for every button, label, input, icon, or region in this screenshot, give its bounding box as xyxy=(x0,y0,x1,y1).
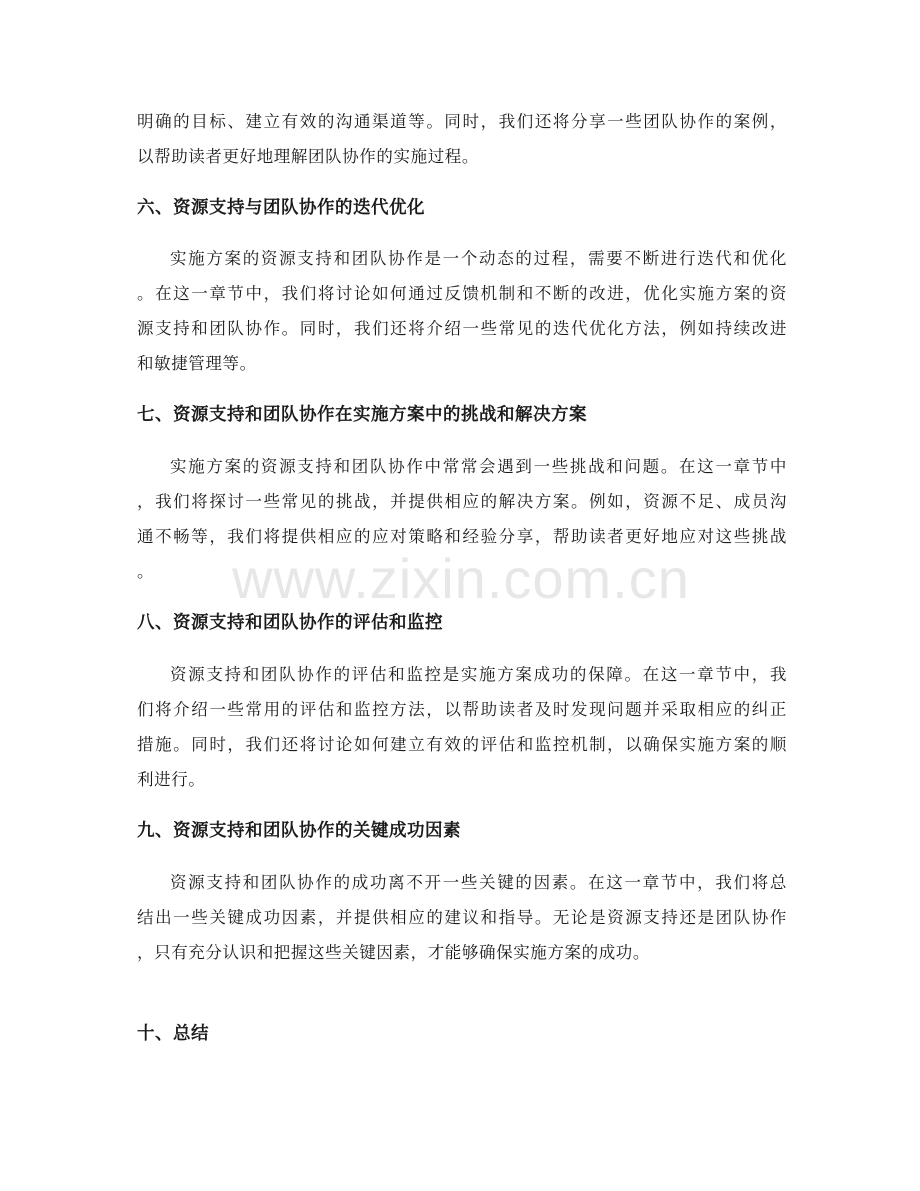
section-9-line-2: 结出一些关键成功因素，并提供相应的建议和指导。无论是资源支持还是团队协作 xyxy=(137,908,787,927)
intro-line-2: 以帮助读者更好地理解团队协作的实施过程。 xyxy=(137,147,479,166)
section-heading-7: 七、资源支持和团队协作在实施方案中的挑战和解决方案 xyxy=(137,405,587,425)
section-8-line-4: 利进行。 xyxy=(137,770,206,789)
section-heading-10: 十、总结 xyxy=(137,1024,209,1044)
section-heading-8: 八、资源支持和团队协作的评估和监控 xyxy=(137,613,443,633)
section-6-line-1: 实施方案的资源支持和团队协作是一个动态的过程，需要不断进行迭代和优化 xyxy=(170,249,787,268)
section-7-line-3: 通不畅等，我们将提供相应的应对策略和经验分享，帮助读者更好地应对这些挑战 xyxy=(137,527,787,546)
section-7-line-1: 实施方案的资源支持和团队协作中常常会遇到一些挑战和问题。在这一章节中 xyxy=(170,457,787,476)
section-9-line-3: ，只有充分认识和把握这些关键因素，才能够确保实施方案的成功。 xyxy=(137,943,650,962)
section-heading-9: 九、资源支持和团队协作的关键成功因素 xyxy=(137,821,461,841)
section-heading-6: 六、资源支持与团队协作的迭代优化 xyxy=(137,198,425,218)
section-6-line-3: 源支持和团队协作。同时，我们还将介绍一些常见的迭代优化方法，例如持续改进 xyxy=(137,319,787,338)
section-7-line-2: ，我们将探讨一些常见的挑战，并提供相应的解决方案。例如，资源不足、成员沟 xyxy=(137,492,787,511)
intro-line-1: 明确的目标、建立有效的沟通渠道等。同时，我们还将分享一些团队协作的案例， xyxy=(137,112,787,131)
section-7-line-4: 。 xyxy=(137,562,155,581)
section-9-line-1: 资源支持和团队协作的成功离不开一些关键的因素。在这一章节中，我们将总 xyxy=(170,873,787,892)
section-8-line-2: 们将介绍一些常用的评估和监控方法，以帮助读者及时发现问题并采取相应的纠正 xyxy=(137,700,787,719)
section-8-line-1: 资源支持和团队协作的评估和监控是实施方案成功的保障。在这一章节中，我 xyxy=(170,665,787,684)
section-6-line-4: 和敏捷管理等。 xyxy=(137,354,257,373)
watermark: www.zixin.com.cn xyxy=(232,547,690,610)
section-8-line-3: 措施。同时，我们还将讨论如何建立有效的评估和监控机制，以确保实施方案的顺 xyxy=(137,735,787,754)
section-6-line-2: 。在这一章节中，我们将讨论如何通过反馈机制和不断的改进，优化实施方案的资 xyxy=(137,284,787,303)
